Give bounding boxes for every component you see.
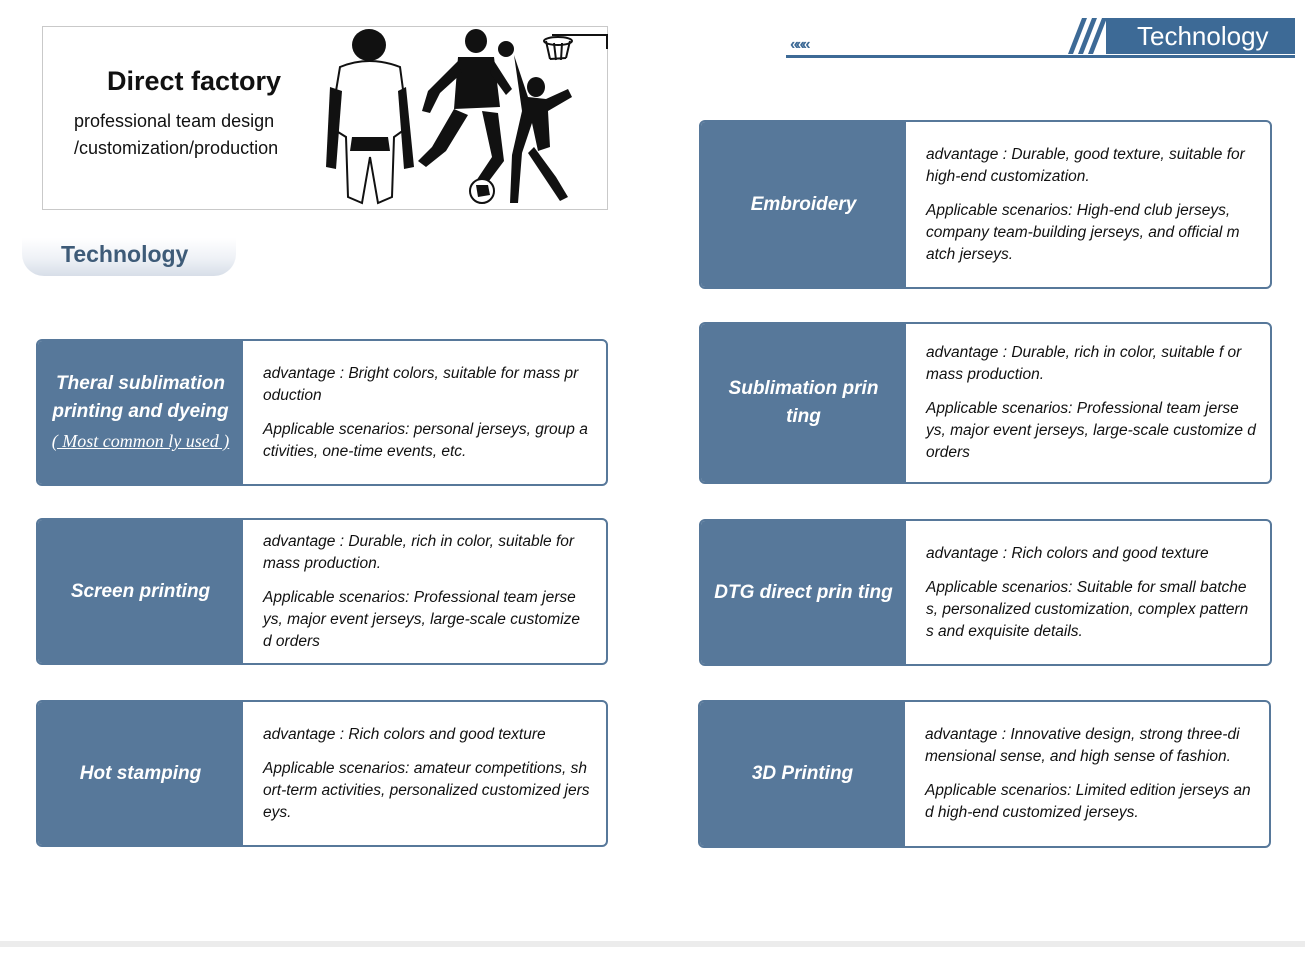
scenarios-text: Applicable scenarios: personal jerseys, group a ctivities, one-time events, etc. (263, 420, 588, 460)
technique-name: Theral sublimation printing and dyeing (52, 373, 229, 422)
technique-label-panel (38, 520, 243, 663)
technique-name: Screen printing (70, 580, 211, 602)
technique-card-hot-stamping (36, 700, 608, 847)
soccer-player-figure (418, 29, 512, 203)
scenarios-text: Applicable scenarios: Limited edition jerseys an d high-end customized jerseys. (925, 782, 1251, 821)
technique-card-sublimation-printing (699, 322, 1272, 484)
technique-card-screen-printing (36, 518, 608, 665)
technique-card-thermal-sublimation (36, 339, 608, 486)
sports-players-illustration (322, 27, 610, 209)
advantage-text: advantage : Durable, rich in color, suitable for mass production. (263, 532, 575, 572)
footer-divider (0, 941, 1305, 947)
technique-name: DTG direct prin ting (714, 581, 893, 603)
technique-label-panel (38, 702, 243, 845)
technique-label-panel (701, 122, 906, 287)
advantage-text: advantage : Rich colors and good texture (263, 725, 546, 743)
technique-details (243, 520, 606, 663)
technique-card-embroidery (699, 120, 1272, 289)
header-title: Technology (1137, 21, 1269, 51)
scenarios-text: Applicable scenarios: Professional team jerse ys, major event jerseys, large-scale customize d orders (926, 400, 1256, 461)
technique-details (243, 341, 606, 484)
technique-name: Hot stamping (79, 762, 202, 784)
section-heading: Technology (61, 241, 189, 267)
technique-details (906, 521, 1270, 664)
technique-label-panel (38, 341, 243, 484)
advantage-text: advantage : Bright colors, suitable for mass pr oduction (263, 364, 579, 404)
chevrons-left-icon: ««« (790, 36, 808, 53)
technique-label-panel (700, 702, 905, 846)
technique-card-dtg-printing (699, 519, 1272, 666)
advantage-text: advantage : Innovative design, strong three-di mensional sense, and high sense of fashion. (925, 726, 1240, 765)
technique-details (243, 702, 606, 845)
advantage-text: advantage : Rich colors and good texture (926, 544, 1209, 562)
technique-name: Sublimation prin ting (728, 378, 879, 427)
scenarios-text: Applicable scenarios: Suitable for small batche s, personalized customization, complex pattern s and exquisite details. (926, 578, 1249, 640)
scenarios-text: Applicable scenarios: Professional team jerse ys, major event jerseys, large-scale customize d orders (263, 588, 581, 650)
scenarios-text: Applicable scenarios: High-end club jerseys, company team-building jerseys, and official m atch jerseys. (926, 201, 1240, 263)
technique-name: 3D Printing (751, 763, 854, 784)
banner-title: Direct factory (107, 66, 282, 96)
most-common-note: ( Most common ly used ) (51, 431, 230, 451)
technique-label-panel (701, 324, 906, 482)
technique-card-3d-printing (698, 700, 1271, 848)
football-player-figure (326, 29, 414, 203)
technique-details (906, 122, 1270, 287)
diagonal-stripes-icon (1068, 18, 1110, 54)
scenarios-text: Applicable scenarios: amateur competitions, sh ort-term activities, personalized customized jers eys. (263, 759, 590, 821)
technique-name: Embroidery (750, 193, 857, 215)
technique-details (906, 324, 1270, 482)
banner-subtitle-line-2: /customization/production (74, 138, 279, 158)
technique-label-panel (701, 521, 906, 664)
technique-details (905, 702, 1269, 846)
advantage-text: advantage : Durable, good texture, suitable for high-end customization. (926, 145, 1245, 185)
advantage-text: advantage : Durable, rich in color, suitable f or mass production. (926, 344, 1242, 383)
header-rule (786, 55, 1295, 58)
basketball-player-figure (498, 41, 572, 203)
banner-subtitle-line-1: professional team design (74, 111, 275, 131)
basketball-hoop (544, 35, 607, 60)
